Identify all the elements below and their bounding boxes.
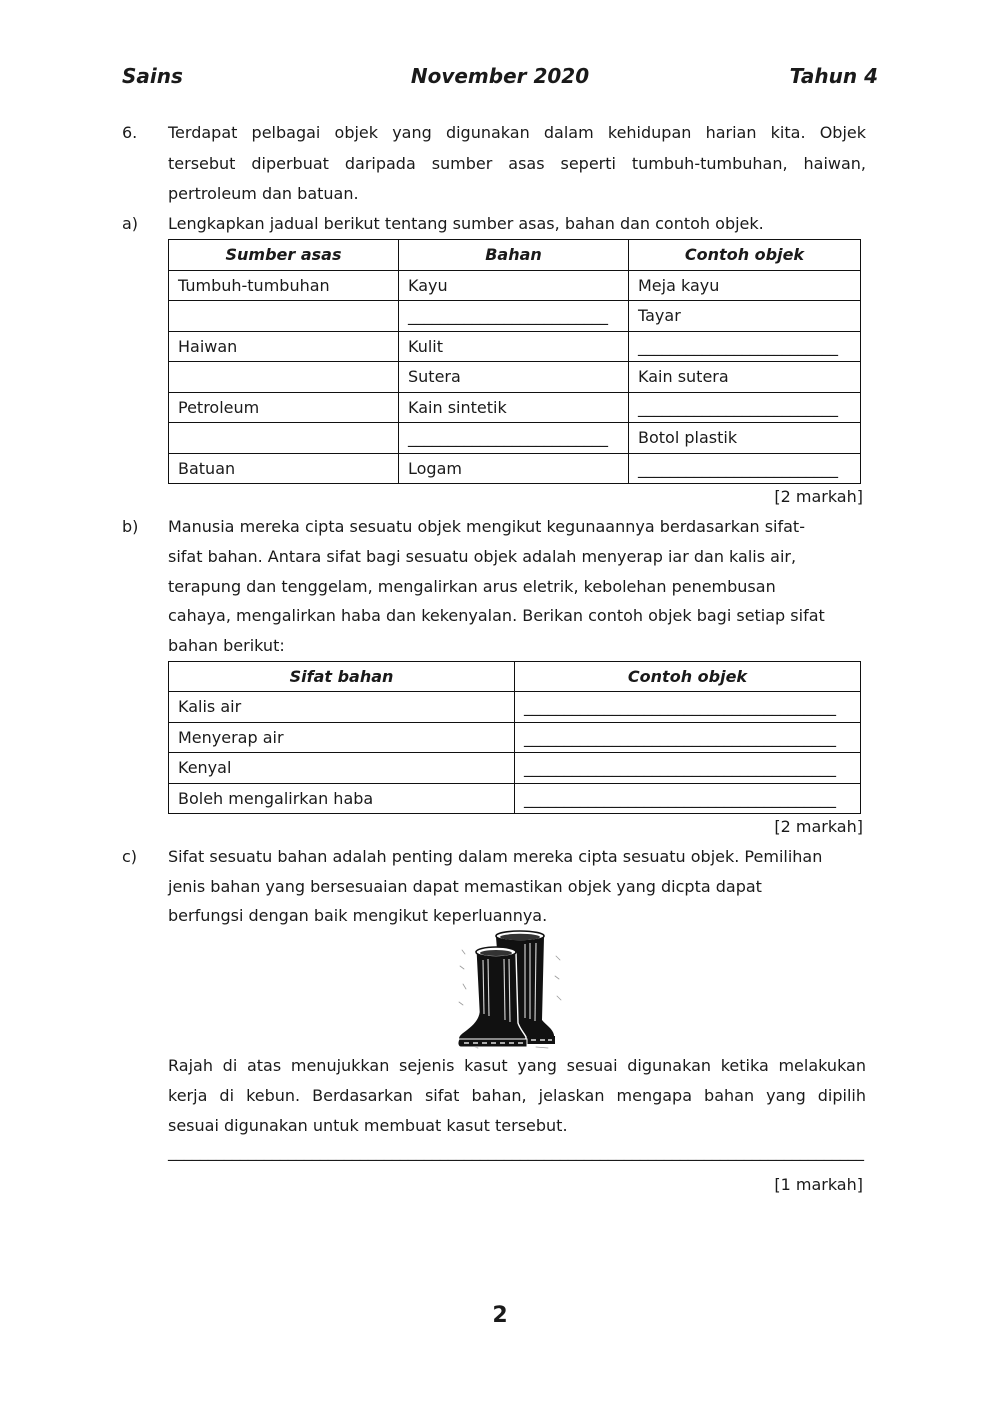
part-c-label: c)	[122, 847, 138, 866]
part-c-line: jenis bahan yang bersesuaian dapat memastikan objek yang dicpta dapat	[168, 877, 762, 896]
front-boot	[458, 947, 527, 1047]
table-cell: Logam	[399, 454, 629, 485]
column-header-sumber-asas: Sumber asas	[169, 240, 399, 271]
table-cell: Batuan	[169, 454, 399, 485]
part-c-prompt-line: kerja di kebun. Berdasarkan sifat bahan, jelaskan mengapa bahan yang dipilih	[168, 1086, 866, 1105]
answer-blank[interactable]: _________________________	[399, 301, 629, 332]
intro-line: tersebut diperbuat daripada sumber asas seperti tumbuh-tumbuhan, haiwan,	[168, 154, 866, 173]
intro-line: pertroleum dan batuan.	[168, 184, 359, 203]
table-cell: Botol plastik	[629, 423, 861, 454]
table-cell: Tayar	[629, 301, 861, 332]
grade-level: Tahun 4	[789, 64, 878, 88]
answer-blank[interactable]: _________________________	[629, 332, 861, 363]
table-cell	[169, 362, 399, 393]
part-c-prompt-line: Rajah di atas menujukkan sejenis kasut yang sesuai digunakan ketika melakukan	[168, 1056, 866, 1075]
table-cell: Haiwan	[169, 332, 399, 363]
part-b-marks: [2 markah]	[774, 817, 863, 836]
table-cell: Menyerap air	[169, 723, 515, 753]
column-header-contoh-objek: Contoh objek	[629, 240, 861, 271]
part-b-line: Manusia mereka cipta sesuatu objek mengikut kegunaannya berdasarkan sifat-	[168, 517, 805, 536]
part-a-label: a)	[122, 214, 139, 233]
table-cell: Kenyal	[169, 753, 515, 783]
table-cell: Petroleum	[169, 393, 399, 424]
table-cell	[169, 423, 399, 454]
material-properties-table	[168, 661, 861, 814]
answer-blank[interactable]: _________________________	[629, 393, 861, 424]
part-b-label: b)	[122, 517, 139, 536]
answer-blank[interactable]: _________________________	[399, 423, 629, 454]
column-header-sifat-bahan: Sifat bahan	[169, 662, 515, 692]
column-header-bahan: Bahan	[399, 240, 629, 271]
table-cell: Kain sutera	[629, 362, 861, 393]
answer-blank[interactable]: _________________________	[629, 454, 861, 485]
answer-blank[interactable]: _______________________________________	[515, 753, 861, 783]
exam-date: November 2020	[410, 64, 590, 88]
table-cell: Kulit	[399, 332, 629, 363]
table-cell: Boleh mengalirkan haba	[169, 784, 515, 814]
question-number: 6.	[122, 123, 138, 142]
column-header-contoh-objek: Contoh objek	[515, 662, 861, 692]
subject-title: Sains	[122, 64, 183, 88]
table-cell: Sutera	[399, 362, 629, 393]
rubber-boots-image	[456, 926, 568, 1052]
table-cell: Kayu	[399, 271, 629, 302]
part-a-marks: [2 markah]	[774, 487, 863, 506]
table-cell: Meja kayu	[629, 271, 861, 302]
answer-blank[interactable]: _______________________________________________________________________________________	[168, 1142, 864, 1161]
sources-materials-table	[168, 239, 861, 484]
answer-blank[interactable]: _______________________________________	[515, 723, 861, 753]
part-b-line: cahaya, mengalirkan haba dan kekenyalan. Berikan contoh objek bagi setiap sifat	[168, 606, 825, 625]
table-cell: Kalis air	[169, 692, 515, 722]
answer-blank[interactable]: _______________________________________	[515, 692, 861, 722]
part-c-marks: [1 markah]	[774, 1175, 863, 1194]
part-a-instruction: Lengkapkan jadual berikut tentang sumber asas, bahan dan contoh objek.	[168, 214, 764, 233]
part-c-line: berfungsi dengan baik mengikut keperluannya.	[168, 906, 548, 925]
part-b-line: terapung dan tenggelam, mengalirkan arus eletrik, kebolehan penembusan	[168, 577, 776, 596]
part-c-prompt-line: sesuai digunakan untuk membuat kasut tersebut.	[168, 1116, 568, 1135]
part-c-line: Sifat sesuatu bahan adalah penting dalam mereka cipta sesuatu objek. Pemilihan	[168, 847, 823, 866]
table-cell: Kain sintetik	[399, 393, 629, 424]
answer-blank[interactable]: _______________________________________	[515, 784, 861, 814]
table-cell	[169, 301, 399, 332]
table-cell: Tumbuh-tumbuhan	[169, 271, 399, 302]
intro-line: Terdapat pelbagai objek yang digunakan dalam kehidupan harian kita. Objek	[168, 123, 866, 142]
part-b-line: bahan berikut:	[168, 636, 285, 655]
page-number: 2	[492, 1303, 508, 1328]
part-b-line: sifat bahan. Antara sifat bagi sesuatu objek adalah menyerap iar dan kalis air,	[168, 547, 797, 566]
